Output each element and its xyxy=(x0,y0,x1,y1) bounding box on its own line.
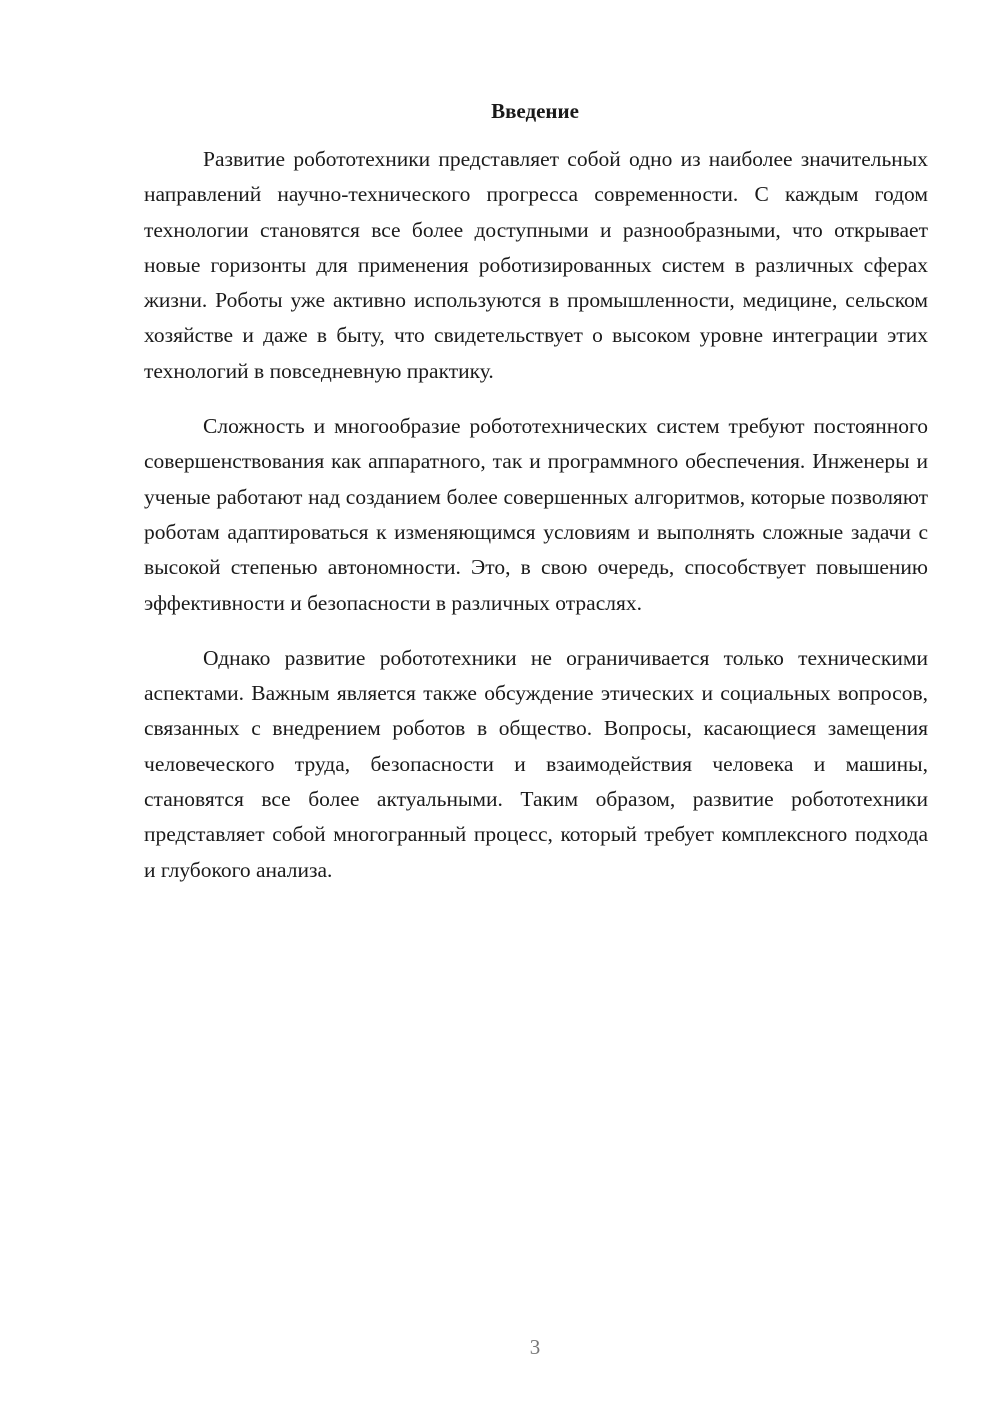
paragraph-1: Развитие робототехники представляет собой одно из наиболее значительных направлений научно-технического прогресса современности. С каждым годом технологии становятся все более доступными и разнообразными, что открывает новые горизонты для применения роботизированных систем в различных сферах жизни. Роботы уже активно используются в промышленности, медицине, сельском хозяйстве и даже в быту, что свидетельствует о высоком уровне интеграции этих технологий в повседневную практику. xyxy=(144,147,928,383)
body-text xyxy=(144,142,928,908)
paragraph-3: Однако развитие робототехники не ограничивается только техническими аспектами. Важным является также обсуждение этических и социальных вопросов, связанных с внедрением роботов в общество. Вопросы, касающиеся замещения человеческого труда, безопасности и взаимодействия человека и машины, становятся все более актуальными. Таким образом, развитие робототехники представляет собой многогранный процесс, который требует комплексного подхода и глубокого анализа. xyxy=(144,645,928,882)
page-number: 3 xyxy=(529,1335,541,1359)
paragraph-2: Сложность и многообразие робототехнических систем требуют постоянного совершенствования как аппаратного, так и программного обеспечения. Инженеры и ученые работают над созданием более совершенных алгоритмов, которые позволяют роботам адаптироваться к изменяющимся условиям и выполнять сложные задачи с высокой степенью автономности. Это, в свою очередь, способствует повышению эффективности и безопасности в различных отраслях. xyxy=(144,414,928,615)
page-title: Введение xyxy=(491,99,579,123)
